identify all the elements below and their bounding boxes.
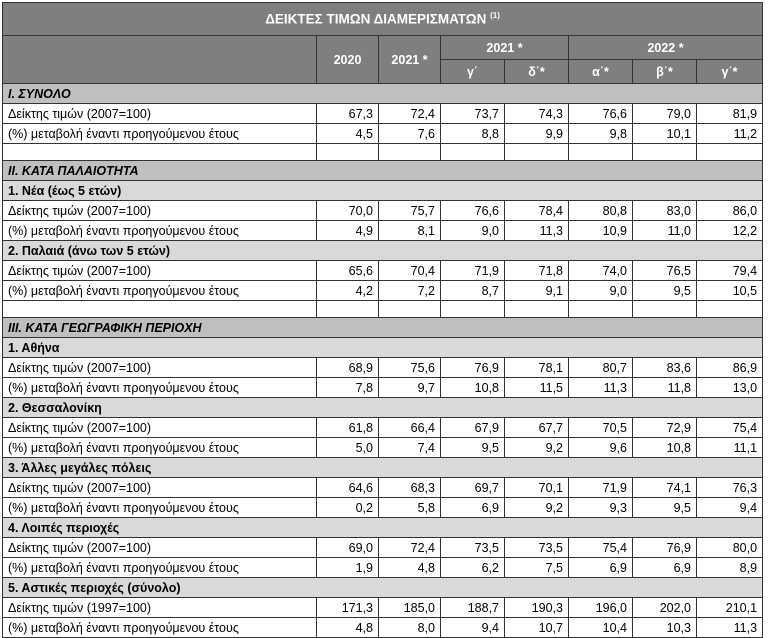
value-cell: 69,0 [317, 538, 379, 558]
value-cell: 76,6 [441, 201, 505, 221]
table-body [3, 84, 763, 638]
value-cell: 196,0 [569, 598, 633, 618]
table-row [3, 498, 763, 518]
subsection-title: 3. Άλλες μεγάλες πόλεις [3, 458, 763, 478]
spacer-cell [697, 144, 763, 161]
subsection-title: 2. Παλαιά (άνω των 5 ετών) [3, 241, 763, 261]
value-cell: 5,0 [317, 438, 379, 458]
row-label: (%) μεταβολή έναντι προηγούμενου έτους [3, 124, 317, 144]
value-cell: 79,4 [697, 261, 763, 281]
value-cell: 76,5 [633, 261, 697, 281]
value-cell: 9,5 [633, 498, 697, 518]
value-cell: 7,2 [379, 281, 441, 301]
value-cell: 72,4 [379, 538, 441, 558]
value-cell: 4,5 [317, 124, 379, 144]
value-cell: 11,3 [569, 378, 633, 398]
value-cell: 6,9 [633, 558, 697, 578]
value-cell: 11,3 [505, 221, 569, 241]
spacer-cell [441, 144, 505, 161]
section-header-row [3, 84, 763, 104]
value-cell: 81,9 [697, 104, 763, 124]
value-cell: 74,0 [569, 261, 633, 281]
value-cell: 9,7 [379, 378, 441, 398]
value-cell: 11,2 [697, 124, 763, 144]
value-cell: 210,1 [697, 598, 763, 618]
value-cell: 10,9 [569, 221, 633, 241]
section-header-row [3, 318, 763, 338]
value-cell: 8,0 [379, 618, 441, 638]
value-cell: 71,8 [505, 261, 569, 281]
value-cell: 190,3 [505, 598, 569, 618]
value-cell: 78,4 [505, 201, 569, 221]
value-cell: 171,3 [317, 598, 379, 618]
table-row [3, 558, 763, 578]
value-cell: 76,9 [441, 358, 505, 378]
value-cell: 78,1 [505, 358, 569, 378]
table-row [3, 104, 763, 124]
spacer-cell [317, 144, 379, 161]
subsection-header-row [3, 518, 763, 538]
row-label: Δείκτης τιμών (2007=100) [3, 538, 317, 558]
value-cell: 6,2 [441, 558, 505, 578]
header-quarter: β΄* [633, 60, 697, 84]
spacer-cell [697, 301, 763, 318]
value-cell: 67,3 [317, 104, 379, 124]
value-cell: 10,8 [633, 438, 697, 458]
value-cell: 10,4 [569, 618, 633, 638]
header-group-2021: 2021 * [441, 36, 569, 60]
value-cell: 75,4 [569, 538, 633, 558]
value-cell: 61,8 [317, 418, 379, 438]
table-row [3, 124, 763, 144]
value-cell: 72,9 [633, 418, 697, 438]
table-row [3, 538, 763, 558]
spacer-cell [633, 301, 697, 318]
value-cell: 80,7 [569, 358, 633, 378]
value-cell: 7,5 [505, 558, 569, 578]
section-title: I. ΣΥΝΟΛΟ [3, 84, 763, 104]
spacer-cell [317, 301, 379, 318]
value-cell: 7,6 [379, 124, 441, 144]
table-title-row [3, 3, 763, 36]
value-cell: 6,9 [569, 558, 633, 578]
value-cell: 64,6 [317, 478, 379, 498]
value-cell: 73,5 [441, 538, 505, 558]
row-label: (%) μεταβολή έναντι προηγούμενου έτους [3, 378, 317, 398]
spacer-cell [3, 144, 317, 161]
header-quarter: α΄* [569, 60, 633, 84]
table-row [3, 221, 763, 241]
spacer-cell [505, 144, 569, 161]
value-cell: 12,2 [697, 221, 763, 241]
value-cell: 68,9 [317, 358, 379, 378]
row-label: Δείκτης τιμών (2007=100) [3, 261, 317, 281]
header-quarter: γ΄* [697, 60, 763, 84]
value-cell: 9,2 [505, 438, 569, 458]
row-label: (%) μεταβολή έναντι προηγούμενου έτους [3, 558, 317, 578]
value-cell: 9,5 [633, 281, 697, 301]
spacer-cell [569, 144, 633, 161]
subsection-header-row [3, 338, 763, 358]
spacer-cell [633, 144, 697, 161]
value-cell: 7,8 [317, 378, 379, 398]
value-cell: 71,9 [441, 261, 505, 281]
value-cell: 11,1 [697, 438, 763, 458]
value-cell: 72,4 [379, 104, 441, 124]
subsection-header-row [3, 458, 763, 478]
spacer-cell [505, 301, 569, 318]
row-label: Δείκτης τιμών (2007=100) [3, 358, 317, 378]
value-cell: 11,3 [697, 618, 763, 638]
row-label: (%) μεταβολή έναντι προηγούμενου έτους [3, 498, 317, 518]
row-label: Δείκτης τιμών (1997=100) [3, 598, 317, 618]
subsection-header-row [3, 181, 763, 201]
value-cell: 80,8 [569, 201, 633, 221]
value-cell: 76,9 [633, 538, 697, 558]
table-row [3, 281, 763, 301]
value-cell: 83,6 [633, 358, 697, 378]
value-cell: 9,0 [441, 221, 505, 241]
value-cell: 75,4 [697, 418, 763, 438]
value-cell: 86,0 [697, 201, 763, 221]
header-year-2021: 2021 * [379, 36, 441, 84]
table-row [3, 438, 763, 458]
subsection-title: 5. Αστικές περιοχές (σύνολο) [3, 578, 763, 598]
value-cell: 4,9 [317, 221, 379, 241]
value-cell: 202,0 [633, 598, 697, 618]
header-group-2022: 2022 * [569, 36, 763, 60]
value-cell: 8,9 [697, 558, 763, 578]
spacer-cell [379, 301, 441, 318]
value-cell: 9,4 [697, 498, 763, 518]
value-cell: 1,9 [317, 558, 379, 578]
table-row [3, 358, 763, 378]
row-label: Δείκτης τιμών (2007=100) [3, 478, 317, 498]
row-label: Δείκτης τιμών (2007=100) [3, 418, 317, 438]
spacer-cell [3, 301, 317, 318]
row-label: (%) μεταβολή έναντι προηγούμενου έτους [3, 618, 317, 638]
section-title: II. ΚΑΤΑ ΠΑΛΑΙΟΤΗΤΑ [3, 161, 763, 181]
value-cell: 80,0 [697, 538, 763, 558]
value-cell: 76,3 [697, 478, 763, 498]
row-label: (%) μεταβολή έναντι προηγούμενου έτους [3, 438, 317, 458]
value-cell: 9,8 [569, 124, 633, 144]
value-cell: 8,1 [379, 221, 441, 241]
value-cell: 9,6 [569, 438, 633, 458]
value-cell: 4,8 [379, 558, 441, 578]
section-title: III. ΚΑΤΑ ΓΕΩΓΡΑΦΙΚΗ ΠΕΡΙΟΧΗ [3, 318, 763, 338]
value-cell: 65,6 [317, 261, 379, 281]
value-cell: 9,0 [569, 281, 633, 301]
subsection-title: 1. Αθήνα [3, 338, 763, 358]
header-quarter: γ΄ [441, 60, 505, 84]
row-label: (%) μεταβολή έναντι προηγούμενου έτους [3, 281, 317, 301]
value-cell: 6,9 [441, 498, 505, 518]
value-cell: 70,4 [379, 261, 441, 281]
value-cell: 9,5 [441, 438, 505, 458]
spacer-cell [441, 301, 505, 318]
title-footnote-mark: (1) [490, 11, 500, 21]
value-cell: 10,3 [633, 618, 697, 638]
section-header-row [3, 161, 763, 181]
table-title: ΔΕΙΚΤΕΣ ΤΙΜΩΝ ΔΙΑΜΕΡΙΣΜΑΤΩΝ [265, 11, 487, 27]
value-cell: 76,6 [569, 104, 633, 124]
value-cell: 8,7 [441, 281, 505, 301]
spacer-cell [379, 144, 441, 161]
table-row [3, 478, 763, 498]
value-cell: 10,7 [505, 618, 569, 638]
value-cell: 83,0 [633, 201, 697, 221]
value-cell: 9,4 [441, 618, 505, 638]
header-year-2020: 2020 [317, 36, 379, 84]
value-cell: 4,8 [317, 618, 379, 638]
value-cell: 5,8 [379, 498, 441, 518]
price-index-table [2, 2, 763, 638]
value-cell: 70,0 [317, 201, 379, 221]
table-row [3, 201, 763, 221]
spacer-row [3, 144, 763, 161]
subsection-title: 2. Θεσσαλονίκη [3, 398, 763, 418]
spacer-cell [569, 301, 633, 318]
row-label: (%) μεταβολή έναντι προηγούμενου έτους [3, 221, 317, 241]
value-cell: 74,1 [633, 478, 697, 498]
value-cell: 4,2 [317, 281, 379, 301]
spacer-row [3, 301, 763, 318]
value-cell: 67,7 [505, 418, 569, 438]
table-title-cell [3, 3, 763, 36]
value-cell: 13,0 [697, 378, 763, 398]
value-cell: 67,9 [441, 418, 505, 438]
header-corner [3, 36, 317, 84]
value-cell: 73,7 [441, 104, 505, 124]
value-cell: 10,1 [633, 124, 697, 144]
value-cell: 75,7 [379, 201, 441, 221]
value-cell: 70,1 [505, 478, 569, 498]
value-cell: 0,2 [317, 498, 379, 518]
value-cell: 86,9 [697, 358, 763, 378]
value-cell: 11,5 [505, 378, 569, 398]
subsection-header-row [3, 398, 763, 418]
value-cell: 188,7 [441, 598, 505, 618]
value-cell: 73,5 [505, 538, 569, 558]
value-cell: 9,2 [505, 498, 569, 518]
value-cell: 9,1 [505, 281, 569, 301]
subsection-header-row [3, 241, 763, 261]
value-cell: 10,8 [441, 378, 505, 398]
value-cell: 9,9 [505, 124, 569, 144]
subsection-header-row [3, 578, 763, 598]
value-cell: 185,0 [379, 598, 441, 618]
subsection-title: 1. Νέα (έως 5 ετών) [3, 181, 763, 201]
table-row [3, 261, 763, 281]
value-cell: 71,9 [569, 478, 633, 498]
value-cell: 10,5 [697, 281, 763, 301]
row-label: Δείκτης τιμών (2007=100) [3, 104, 317, 124]
value-cell: 74,3 [505, 104, 569, 124]
value-cell: 70,5 [569, 418, 633, 438]
value-cell: 79,0 [633, 104, 697, 124]
header-row-1 [3, 36, 763, 60]
value-cell: 8,8 [441, 124, 505, 144]
value-cell: 66,4 [379, 418, 441, 438]
table-row [3, 378, 763, 398]
header-quarter: δ΄* [505, 60, 569, 84]
value-cell: 11,8 [633, 378, 697, 398]
value-cell: 75,6 [379, 358, 441, 378]
value-cell: 9,3 [569, 498, 633, 518]
row-label: Δείκτης τιμών (2007=100) [3, 201, 317, 221]
value-cell: 7,4 [379, 438, 441, 458]
table-row [3, 598, 763, 618]
value-cell: 11,0 [633, 221, 697, 241]
table-row [3, 418, 763, 438]
subsection-title: 4. Λοιπές περιοχές [3, 518, 763, 538]
value-cell: 68,3 [379, 478, 441, 498]
value-cell: 69,7 [441, 478, 505, 498]
